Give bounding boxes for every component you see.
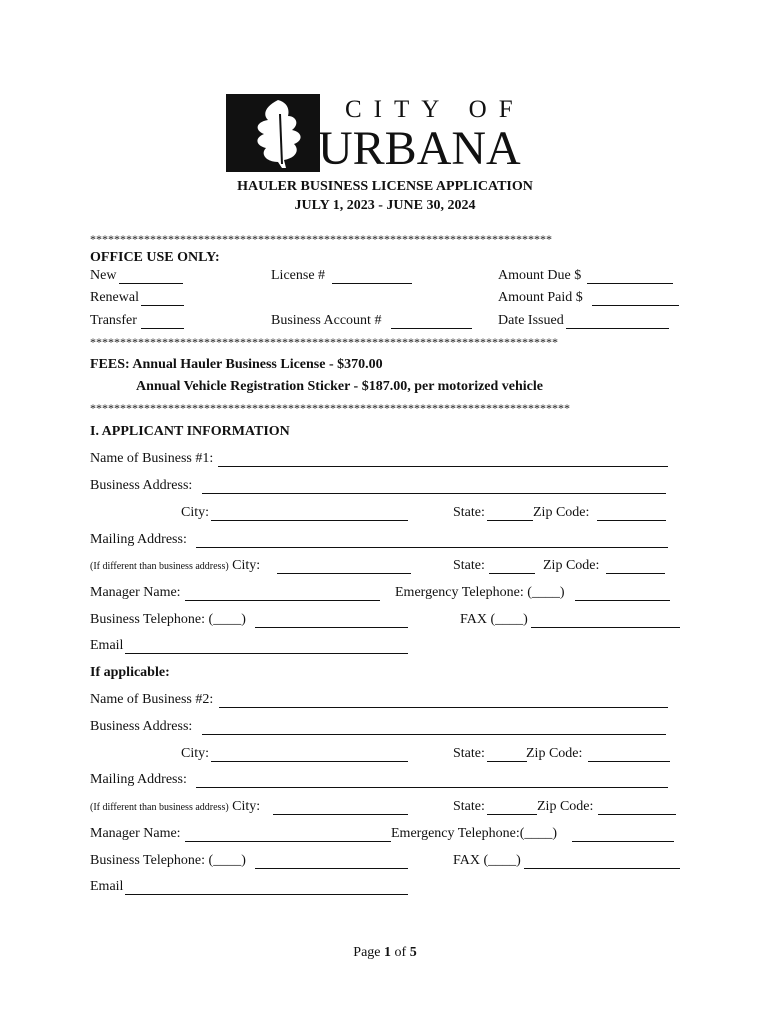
mailing1-city-label: City: [232,558,261,573]
emergency2-label: Emergency Telephone:(____) [391,826,558,841]
mailing1-city-field[interactable] [277,558,411,574]
manager2-label: Manager Name: [90,826,181,841]
mailing2-city-label: City: [232,799,261,814]
mailing2-city-field[interactable] [273,799,408,815]
date-issued-field[interactable] [566,313,669,329]
email2-label: Email [90,879,124,894]
mailing2-zip-field[interactable] [598,799,676,815]
business-tel1-field[interactable] [255,612,408,628]
fees-line-2: Annual Vehicle Registration Sticker - $187.00, per motorized vehicle [136,379,543,394]
business2-state-label: State: [453,746,485,761]
office-transfer-label: Transfer [90,313,137,328]
page-number: Page 1 of 5 [353,945,417,960]
business1-city-label: City: [181,505,210,520]
business1-mailing-label: Mailing Address: [90,532,187,547]
manager1-field[interactable] [185,585,380,601]
office-renewal-field[interactable] [141,290,184,306]
business1-mailing-field[interactable] [196,532,668,548]
office-new-label: New [90,268,117,283]
mailing1-zip-label: Zip Code: [543,558,600,573]
mailing2-zip-label: Zip Code: [537,799,594,814]
business2-mailing-label: Mailing Address: [90,772,187,787]
date-issued-label: Date Issued [498,313,564,328]
business-tel2-label: Business Telephone: (____) [90,853,246,868]
form-title: HAULER BUSINESS LICENSE APPLICATION [237,179,533,194]
email2-field[interactable] [125,879,408,895]
fax1-field[interactable] [531,612,680,628]
amount-paid-field[interactable] [592,290,679,306]
mailing1-zip-field[interactable] [606,558,665,574]
fax1-label: FAX (____) [460,612,528,627]
business2-address-label: Business Address: [90,719,193,734]
business1-state-label: State: [453,505,485,520]
mailing2-state-label: State: [453,799,485,814]
business1-name-field[interactable] [218,451,668,467]
mailing1-state-field[interactable] [489,558,535,574]
mailing2-state-field[interactable] [487,799,537,815]
office-use-heading: OFFICE USE ONLY: [90,250,220,265]
amount-due-field[interactable] [587,268,673,284]
office-new-field[interactable] [119,268,183,284]
business1-address-field[interactable] [202,478,666,494]
business2-name-label: Name of Business #2: [90,692,214,707]
applicant-info-heading: I. APPLICANT INFORMATION [90,424,290,439]
business2-state-field[interactable] [487,746,527,762]
business2-name-field[interactable] [219,692,668,708]
fax2-field[interactable] [524,853,680,869]
office-renewal-label: Renewal [90,290,139,305]
business2-address-field[interactable] [202,719,666,735]
email1-label: Email [90,638,124,653]
fees-line-1: FEES: Annual Hauler Business License - $370.00 [90,357,383,372]
business2-city-field[interactable] [211,746,408,762]
business2-zip-label: Zip Code: [526,746,583,761]
email1-field[interactable] [125,638,408,654]
manager1-label: Manager Name: [90,585,181,600]
business-tel1-label: Business Telephone: (____) [90,612,246,627]
amount-paid-label: Amount Paid $ [498,290,583,305]
business1-state-field[interactable] [487,505,533,521]
manager2-field[interactable] [185,826,391,842]
amount-due-label: Amount Due $ [498,268,582,283]
business1-address-label: Business Address: [90,478,193,493]
license-label: License # [271,268,326,283]
emergency1-field[interactable] [575,585,670,601]
business1-zip-field[interactable] [597,505,666,521]
logo-urbana: URBANA [318,122,521,175]
business1-city-field[interactable] [211,505,408,521]
divider-stars: ****************************************************************************** [90,336,558,348]
oak-leaf-logo-icon [226,94,320,172]
office-transfer-field[interactable] [141,313,184,329]
fax2-label: FAX (____) [453,853,521,868]
divider-stars: ******************************************************************************** [90,402,570,414]
emergency1-label: Emergency Telephone: (____) [395,585,565,600]
if-different-note: (If different than business address) [90,561,229,572]
business-account-field[interactable] [391,313,472,329]
business2-city-label: City: [181,746,210,761]
business1-zip-label: Zip Code: [533,505,590,520]
business2-zip-field[interactable] [588,746,670,762]
business2-mailing-field[interactable] [196,772,668,788]
if-different-note: (If different than business address) [90,802,229,813]
logo-city-of: CITY OF [345,96,525,123]
divider-stars: ***************************************************************************** [90,233,552,245]
business1-name-label: Name of Business #1: [90,451,214,466]
emergency2-field[interactable] [572,826,674,842]
if-applicable-heading: If applicable: [90,665,170,680]
form-dates: JULY 1, 2023 - JUNE 30, 2024 [294,198,476,213]
mailing1-state-label: State: [453,558,485,573]
license-field[interactable] [332,268,412,284]
business-account-label: Business Account # [271,313,382,328]
business-tel2-field[interactable] [255,853,408,869]
